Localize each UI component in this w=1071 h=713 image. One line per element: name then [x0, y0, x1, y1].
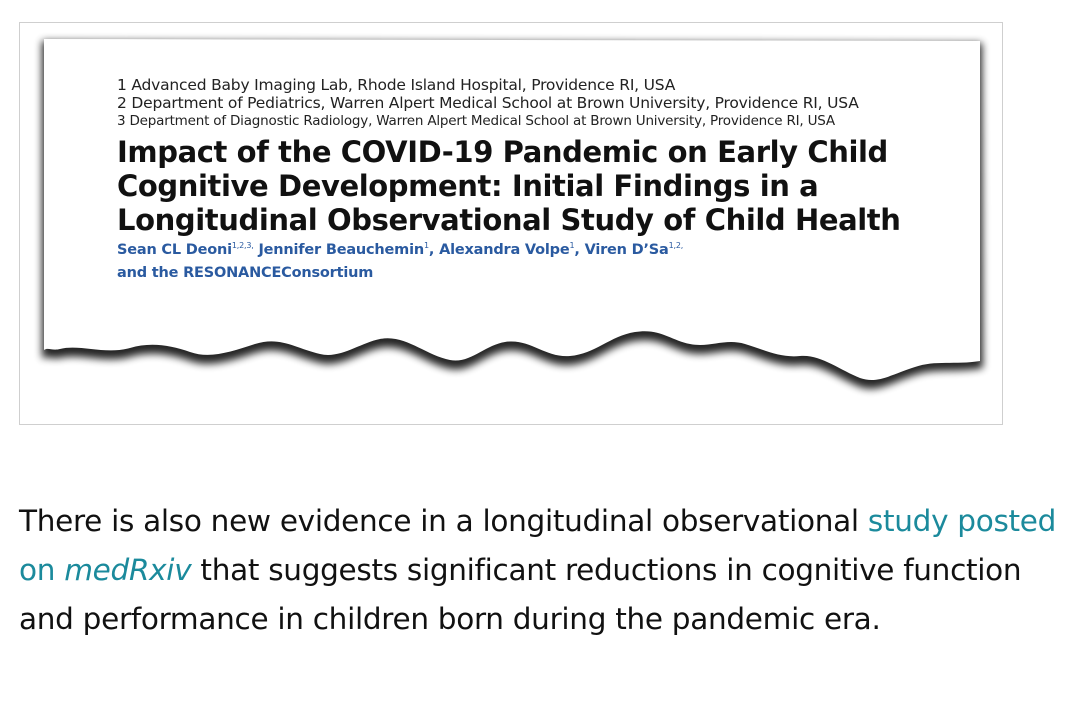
author-affiliation-sup: 1	[424, 241, 429, 250]
author-name: Jennifer Beauchemin	[258, 242, 424, 258]
author-affiliation-sup: 1,2,3,	[231, 241, 254, 250]
affiliation-3: 3 Department of Diagnostic Radiology, Warren Alpert Medical School at Brown University, Providence RI, USA	[117, 113, 835, 129]
affiliation-1: 1 Advanced Baby Imaging Lab, Rhode Island Hospital, Providence RI, USA	[117, 76, 676, 94]
author-name: Alexandra Volpe	[439, 242, 570, 258]
article-figure	[19, 22, 1003, 425]
link-text: study posted on	[19, 504, 1057, 587]
author-affiliation-sup: 1	[569, 241, 575, 250]
paper-title-line-3: Longitudinal Observational Study of Child Health	[117, 203, 901, 237]
paper-title-line-1: Impact of the COVID-19 Pandemic on Early Child	[117, 135, 888, 169]
author-affiliation-sup: 1,2,	[668, 241, 684, 250]
author-name: Viren D’Sa	[584, 242, 669, 258]
link-text-italic: medRxiv	[64, 553, 192, 587]
affiliation-2: 2 Department of Pediatrics, Warren Alpert Medical School at Brown University, Providence RI, USA	[117, 94, 859, 112]
author-consortium: and the RESONANCEConsortium	[117, 265, 374, 281]
paper-title	[117, 135, 901, 237]
paragraph-text-after: that suggests significant reductions in cognitive function and performance in children born during the pandemic era.	[19, 553, 1022, 636]
paragraph-text-before: There is also new evidence in a longitudinal observational	[19, 504, 868, 538]
author-name: Sean CL Deoni	[117, 242, 232, 258]
article-paragraph	[19, 497, 1064, 644]
paper-title-line-2: Cognitive Development: Initial Findings in a	[117, 169, 819, 203]
author-list: Sean CL Deoni$^{1,2,3,}$ Jennifer Beauchemin$^1$, Alexandra Volpe$^1$, Viren $D’Sa^{1,2,}$	[117, 241, 684, 258]
